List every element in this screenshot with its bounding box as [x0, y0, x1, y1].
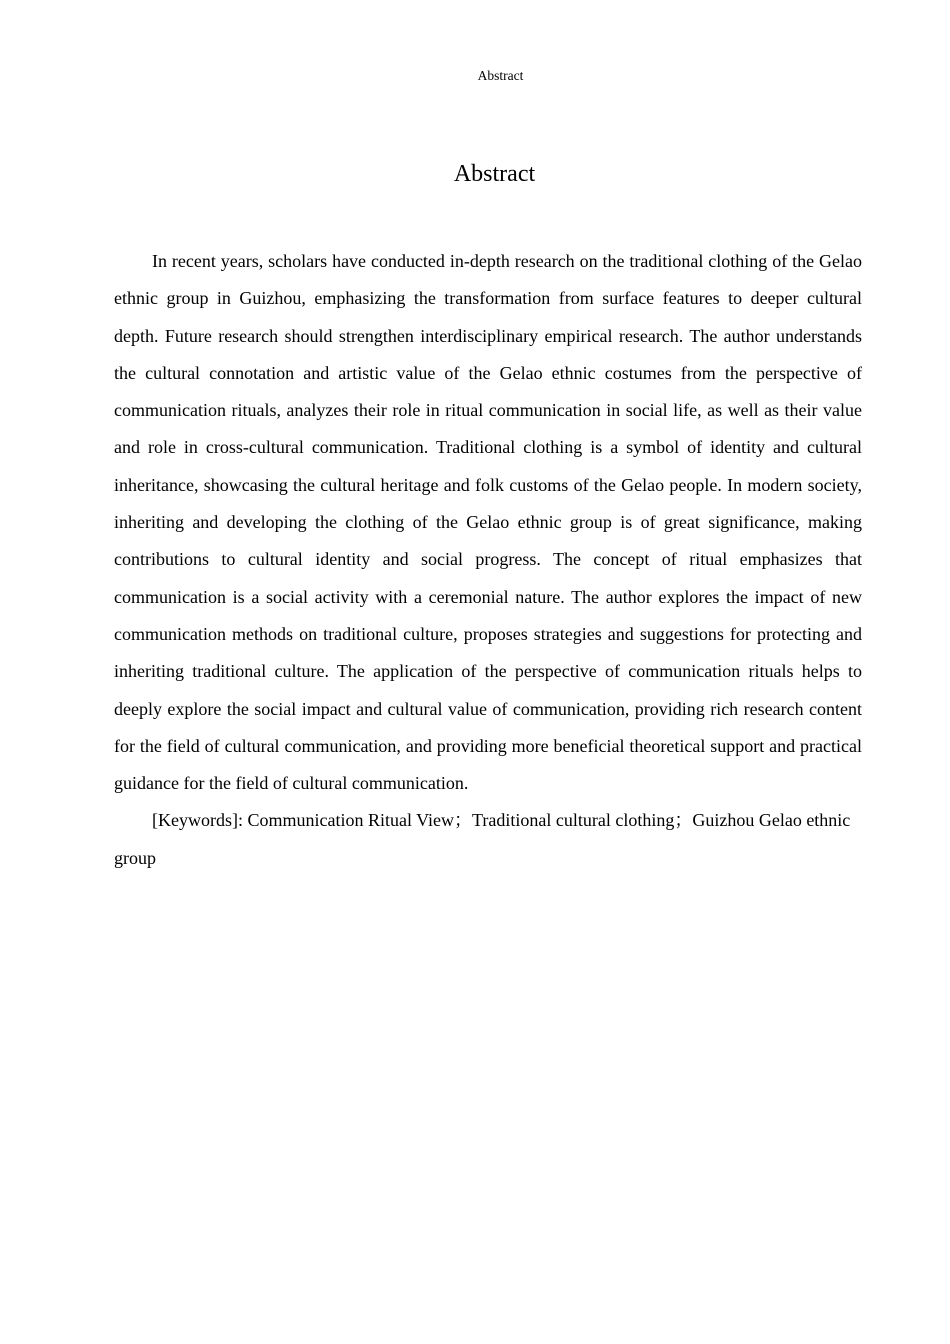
- abstract-body: [114, 243, 862, 877]
- keywords-line: [Keywords]: Communication Ritual View；Traditional cultural clothing；Guizhou Gelao ethnic group: [114, 810, 851, 868]
- abstract-paragraph: In recent years, scholars have conducted in-depth research on the traditional clothing of the Gelao ethnic group in Guizhou, emphasizing the transformation from surface features to deeper cultural depth. Future research should strengthen interdisciplinary empirical research. The author understands the cultural connotation and artistic value of the Gelao ethnic costumes from the perspective of communication rituals, analyzes their role in ritual communication in social life, as well as their value and role in cross-cultural communication. Traditional clothing is a symbol of identity and cultural inheritance, showcasing the cultural heritage and folk customs of the Gelao people. In modern society, inheriting and developing the clothing of the Gelao ethnic group is of great significance, making contributions to cultural identity and social progress. The concept of ritual emphasizes that communication is a social activity with a ceremonial nature. The author explores the impact of new communication methods on traditional culture, proposes strategies and suggestions for protecting and inheriting traditional culture. The application of the perspective of communication rituals helps to deeply explore the social impact and cultural value of communication, providing rich research content for the field of cultural communication, and providing more beneficial theoretical support and practical guidance for the field of cultural communication.: [114, 251, 862, 794]
- running-header: Abstract: [477, 68, 524, 83]
- page-title: Abstract: [453, 161, 536, 187]
